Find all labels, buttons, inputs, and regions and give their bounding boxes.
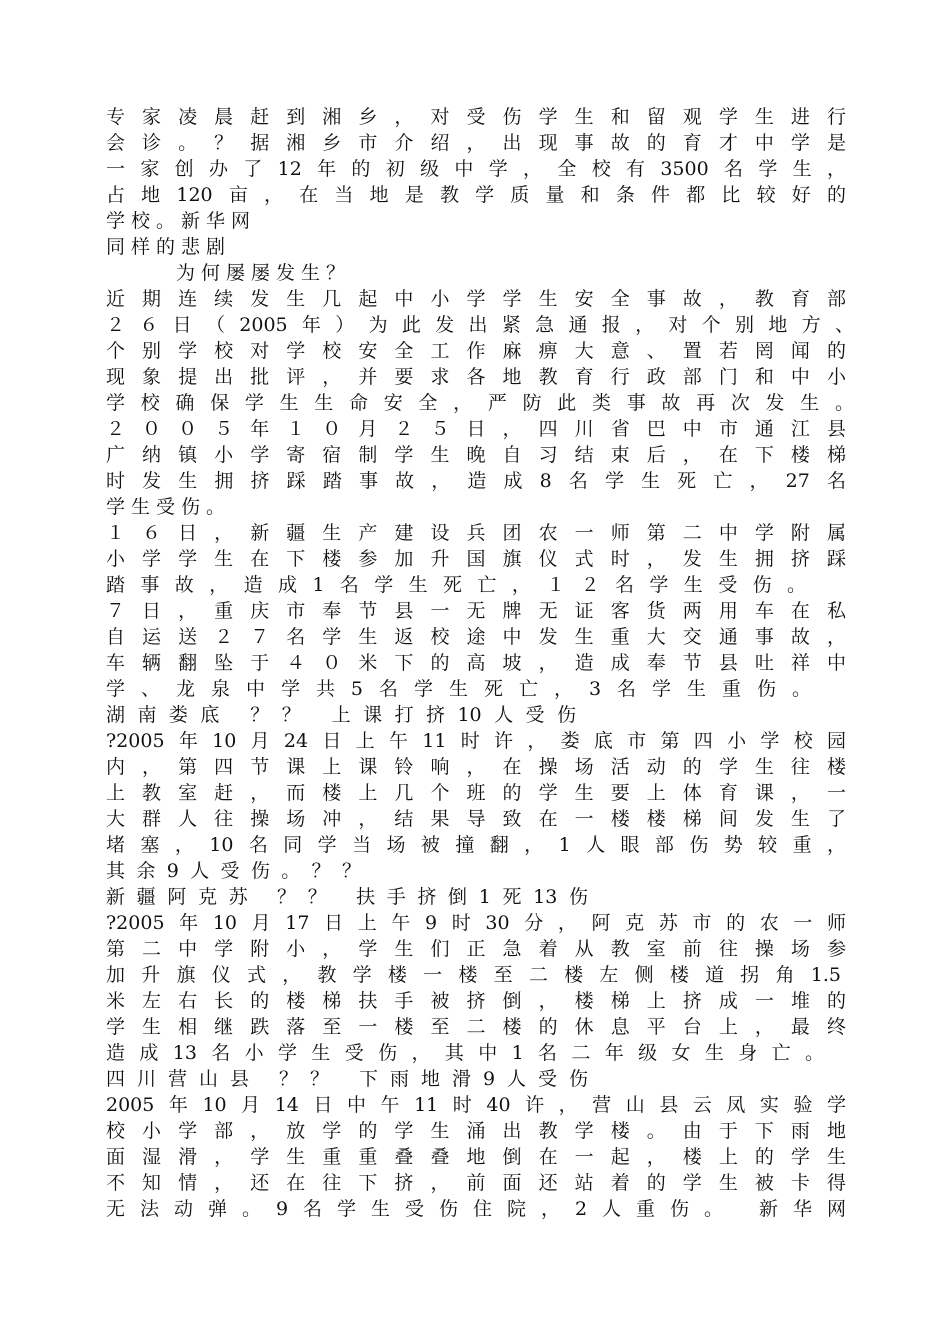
text-line: 堵塞，10名同学当场被撞翻，1人眼部伤势较重， bbox=[106, 834, 846, 856]
section-heading: 新疆阿克苏 ？？ 扶手挤倒1死13伤 bbox=[106, 886, 588, 908]
text-line: 其余9人受伤。？？ bbox=[106, 860, 361, 882]
text-line: １６日，新疆生产建设兵团农一师第二中学附属 bbox=[106, 522, 846, 544]
text-line: 占地120亩，在当地是教学质量和条件都比较好的 bbox=[106, 184, 846, 206]
text-line: 学生相继跌落至一楼至二楼的休息平台上，最终 bbox=[106, 1016, 846, 1038]
section-heading: 四川营山县 ？？ 下雨地滑9人受伤 bbox=[106, 1068, 588, 1090]
text-line: 米左右长的楼梯扶手被挤倒，楼梯上挤成一堆的 bbox=[106, 990, 846, 1012]
text-line: 学校。新华网 bbox=[106, 210, 257, 232]
text-line: 大群人往操场冲，结果导致在一楼楼梯间发生了 bbox=[106, 808, 846, 830]
text-line: ２６日（2005年）为此发出紧急通报，对个别地方、 bbox=[106, 314, 854, 336]
text-line: 上教室赶，而楼上几个班的学生要上体育课，一 bbox=[106, 782, 846, 804]
text-line: ７日，重庆市奉节县一无牌无证客货两用车在私 bbox=[106, 600, 846, 622]
text-line: 造成13名小学生受伤，其中1名二年级女生身亡。 bbox=[106, 1042, 824, 1064]
section-subheading: 为何屡屡发生？ bbox=[176, 262, 352, 284]
text-line: 学生受伤。 bbox=[106, 496, 232, 518]
section-heading: 湖南娄底 ？？ 上课打挤10人受伤 bbox=[106, 704, 576, 726]
text-line: 2005年10月14日中午11时40许，营山县云凤实验学 bbox=[106, 1094, 846, 1116]
text-line: 一家创办了12年的初级中学，全校有3500名学生， bbox=[106, 158, 846, 180]
text-line: 不知情，还在往下挤，前面还站着的学生被卡得 bbox=[106, 1172, 846, 1194]
text-line: ?2005年10月17日上午9时30分，阿克苏市的农一师 bbox=[106, 912, 846, 934]
text-line: 学校确保学生生命安全，严防此类事故再次发生。 bbox=[106, 392, 854, 414]
text-line: 校小学部，放学的学生涌出教学楼。由于下雨地 bbox=[106, 1120, 846, 1142]
text-line: 第二中学附小，学生们正急着从教室前往操场参 bbox=[106, 938, 846, 960]
text-line: 内，第四节课上课铃响，在操场活动的学生往楼 bbox=[106, 756, 846, 778]
text-line: 车辆翻坠于４０米下的高坡，造成奉节县吐祥中 bbox=[106, 652, 846, 674]
text-line: 面湿滑，学生重重叠叠地倒在一起，楼上的学生 bbox=[106, 1146, 846, 1168]
text-line: 加升旗仪式，教学楼一楼至二楼左侧楼道拐角1.5 bbox=[106, 964, 841, 986]
section-heading: 同样的悲剧 bbox=[106, 236, 232, 258]
text-line: ２００５年１０月２５日，四川省巴中市通江县 bbox=[106, 418, 846, 440]
text-line: 踏事故，造成1名学生死亡，１２名学生受伤。 bbox=[106, 574, 806, 596]
text-line: 广纳镇小学寄宿制学生晚自习结束后，在下楼梯 bbox=[106, 444, 846, 466]
text-line: 自运送２７名学生返校途中发生重大交通事故， bbox=[106, 626, 846, 648]
text-line: 个别学校对学校安全工作麻痹大意、置若罔闻的 bbox=[106, 340, 846, 362]
text-line: 时发生拥挤踩踏事故，造成8名学生死亡，27名 bbox=[106, 470, 846, 492]
text-line: 近期连续发生几起中小学学生安全事故，教育部 bbox=[106, 288, 846, 310]
text-line: 现象提出批评，并要求各地教育行政部门和中小 bbox=[106, 366, 846, 388]
text-line: 小学学生在下楼参加升国旗仪式时，发生拥挤踩 bbox=[106, 548, 846, 570]
text-line: 会诊。？据湘乡市介绍，出现事故的育才中学是 bbox=[106, 132, 846, 154]
text-line: 学、龙泉中学共5名学生死亡，3名学生重伤。 bbox=[106, 678, 811, 700]
text-line: ?2005年10月24日上午11时许，娄底市第四小学校园 bbox=[106, 730, 846, 752]
text-line: 专家凌晨赶到湘乡，对受伤学生和留观学生进行 bbox=[106, 106, 846, 128]
text-line: 无法动弹。9名学生受伤住院，2人重伤。 新华网 bbox=[106, 1198, 846, 1220]
